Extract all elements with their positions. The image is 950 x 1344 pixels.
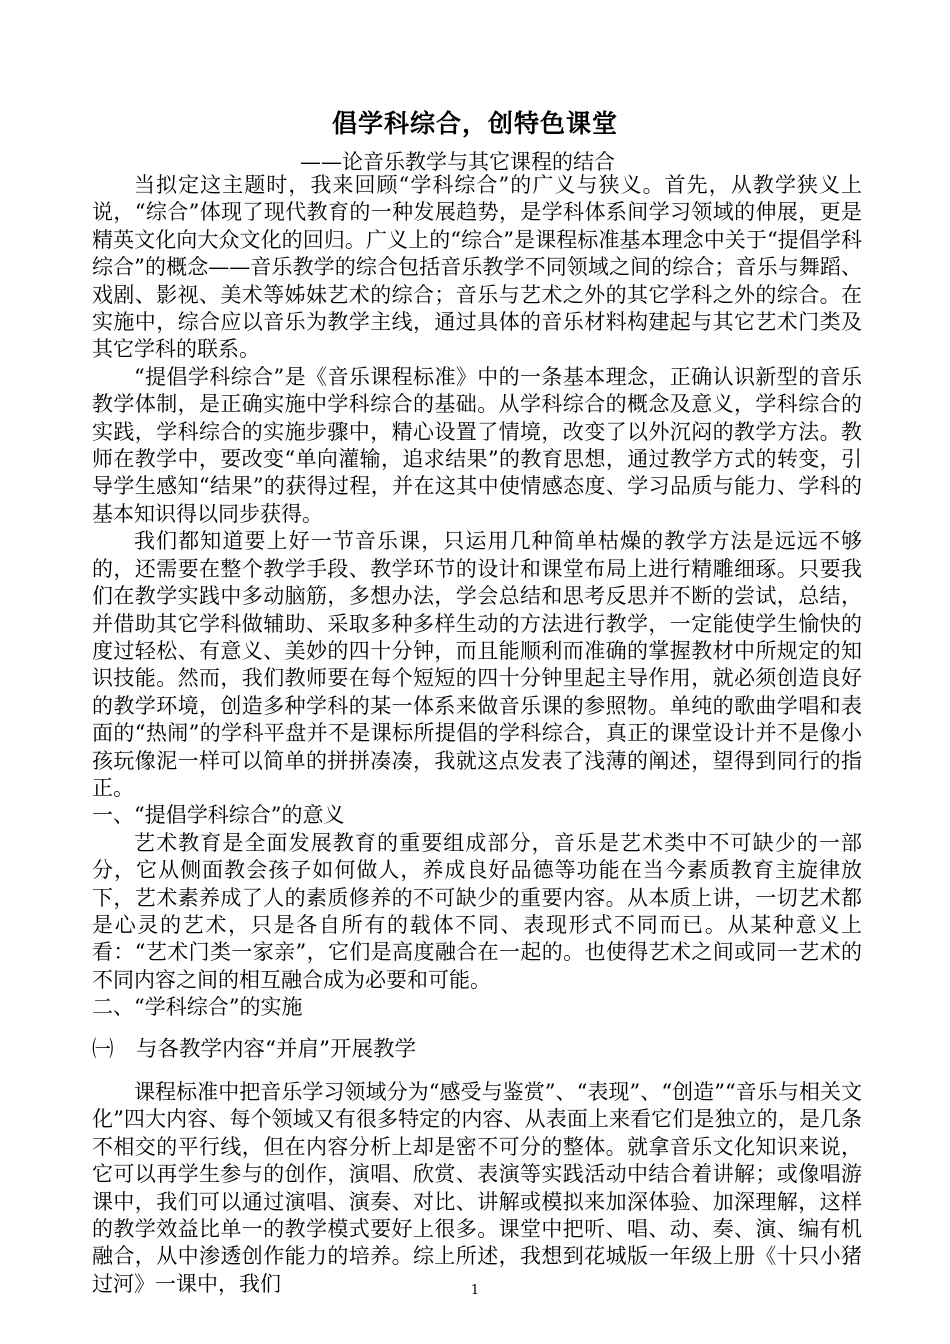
document-body (92, 172, 862, 1298)
page-number: 1 (470, 1283, 480, 1298)
section-1-paragraph: 艺术教育是全面发展教育的重要组成部分，音乐是艺术类中不可缺少的一部分，它从侧面教会孩子如何做人，养成良好品德等功能在当今素质教育主旋律放下，艺术素养成了人的素质修养的不可缺少的重要内容。从本质上讲，一切艺术都是心灵的艺术，只是各自所有的载体不同、表现形式不同而已。从某种意义上看：“艺术门类一家亲”，它们是高度融合在一起的。也使得艺术之间或同一艺术的不同内容之间的相互融合成为必要和可能。 (92, 830, 862, 992)
body-paragraph-3: 我们都知道要上好一节音乐课，只运用几种简单枯燥的教学方法是远远不够的，还需要在整个教学手段、教学环节的设计和课堂布局上进行精雕细琢。只要我们在教学实践中多动脑筋，多想办法，学会总结和思考反思并不断的尝试，总结，并借助其它学科做辅助、采取多种多样生动的方法进行教学，一定能使学生愉快的度过轻松、有意义、美妙的四十分钟，而且能顺利而准确的掌握教材中所规定的知识技能。然而，我们教师要在每个短短的四十分钟里起主导作用，就必须创造良好的教学环境，创造多种学科的某一体系来做音乐课的参照物。单纯的歌曲学唱和表面的“热闹”的学科平盘并不是课标所提倡的学科综合，真正的课堂设计并不是像小孩玩像泥一样可以简单的拼拼凑凑，我就这点发表了浅薄的阐述，望得到同行的指正。 (92, 529, 862, 800)
document-title: 倡学科综合，创特色课堂 (331, 109, 618, 138)
subsection-1-heading-text: 与各教学内容“并肩”开展教学 (136, 1036, 416, 1062)
subsection-1-paragraph: 课程标准中把音乐学习领域分为“感受与鉴赏”、“表现”、“创造”“音乐与相关文化”四大内容、每个领域又有很多特定的内容、从表面上来看它们是独立的，是几条不相交的平行线，但在内容分析上却是密不可分的整体。就拿音乐文化知识来说，它可以再学生参与的创作，演唱、欣赏、表演等实践活动中结合着讲解；或像唱游课中，我们可以通过演唱、演奏、对比、讲解或模拟来加深体验、加深理解，这样的教学效益比单一的教学模式要好上很多。课堂中把听、唱、动、奏、演、编有机融合，从中渗透创作能力的培养。综上所述，我想到花城版一年级上册《十只小猪过河》一课中，我们 (92, 1080, 862, 1296)
section-1-heading: 一、“提倡学科综合”的意义 (92, 803, 345, 828)
section-2-heading: 二、“学科综合”的实施 (92, 995, 303, 1020)
subsection-1-number: ㈠ (92, 1036, 114, 1062)
body-paragraph-1: 当拟定这主题时，我来回顾“学科综合”的广义与狭义。首先，从教学狭义上说，“综合”体现了现代教育的一种发展趋势，是学科体系间学习领域的伸展，更是精英文化向大众文化的回归。广义上的“综合”是课程标准基本理念中关于“提倡学科综合”的概念——音乐教学的综合包括音乐教学不同领域之间的综合；音乐与舞蹈、戏剧、影视、美术等姊妹艺术的综合；音乐与艺术之外的其它学科之外的综合。在实施中，综合应以音乐为教学主线，通过具体的音乐材料构建起与其它艺术门类及其它学科的联系。 (92, 173, 862, 362)
document-subtitle: ——论音乐教学与其它课程的结合 (300, 150, 615, 174)
body-paragraph-2: “提倡学科综合”是《音乐课程标准》中的一条基本理念，正确认识新型的音乐教学体制，是正确实施中学科综合的基础。从学科综合的概念及意义，学科综合的实践，学科综合的实施步骤中，精心设置了情境，改变了以外沉闷的教学方法。教师在教学中，要改变“单向灌输，追求结果”的教育思想，通过教学方式的转变，引导学生感知“结果”的获得过程，并在这其中使情感态度、学习品质与能力、学科的基本知识得以同步获得。 (92, 364, 862, 526)
subsection-1-heading (92, 1036, 862, 1063)
